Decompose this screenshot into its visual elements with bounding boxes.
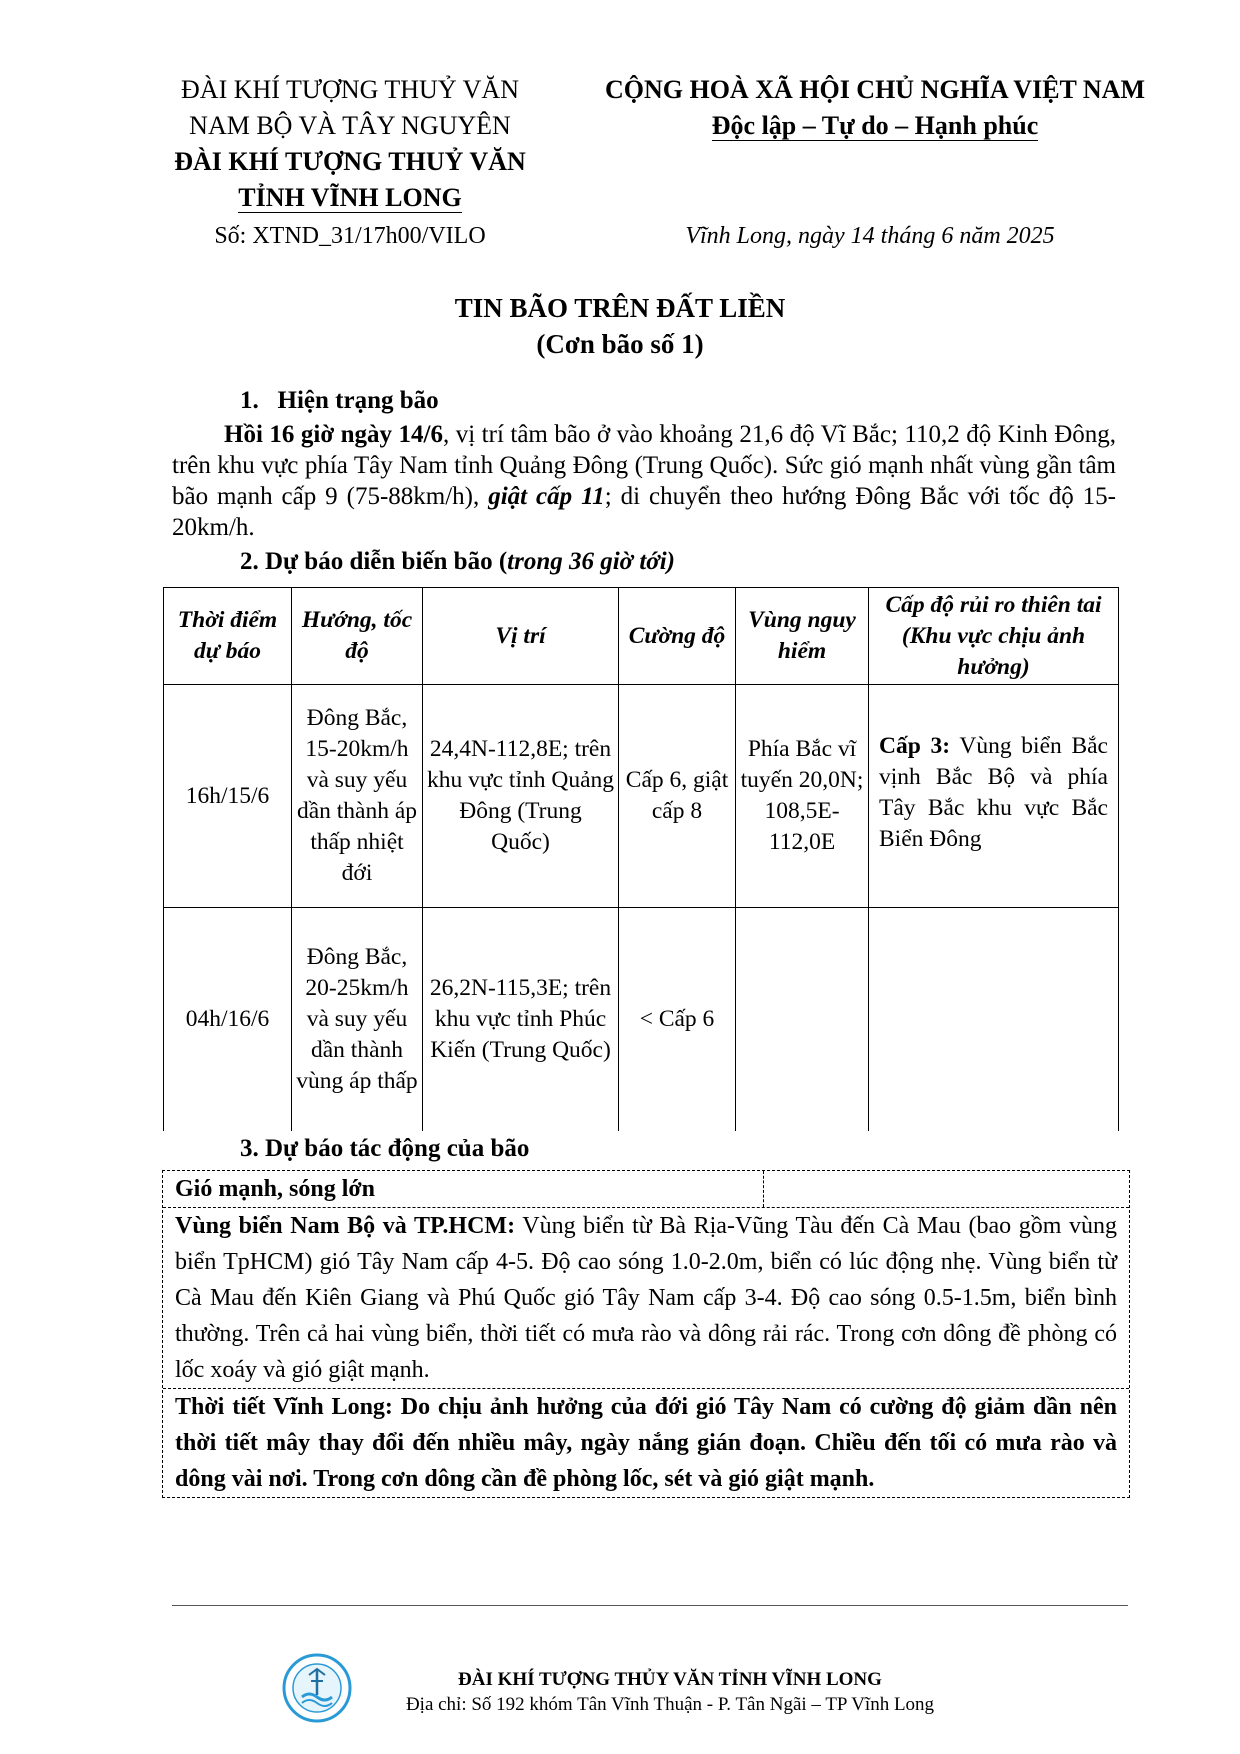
forecast-table (163, 587, 1119, 1131)
column-header: Thời điểm dự báo (164, 588, 292, 685)
table-header-row (164, 588, 1119, 685)
agency-logo (282, 1653, 352, 1723)
column-header: Hướng, tốc độ (292, 588, 423, 685)
forecast-intensity: < Cấp 6 (619, 908, 736, 1131)
issue-date: Vĩnh Long, ngày 14 tháng 6 năm 2025 (685, 223, 1055, 249)
footer-org-name: ĐÀI KHÍ TƯỢNG THỦY VĂN TỈNH VĨNH LONG (458, 1669, 882, 1690)
agency-parent-line1: ĐÀI KHÍ TƯỢNG THUỶ VĂN (181, 75, 519, 104)
document-number: Số: XTND_31/17h00/VILO (214, 223, 486, 249)
impact-sea-forecast: Vùng biển Nam Bộ và TP.HCM: Vùng biển từ Bà Rịa-Vũng Tàu đến Cà Mau (bao gồm vùng biển TpHCM) gió Tây Nam cấp 4-5. Độ cao sóng 1.0-2.0m, biển có lúc động nhẹ. Vùng biển từ Cà Mau đến Kiên Giang và Phú Quốc gió Tây Nam cấp 3-4. Độ cao sóng 0.5-1.5m, biển bình thường. Trên cả hai vùng biển, thời tiết có mưa rào và dông rải rác. Trong cơn dông đề phòng có lốc xoáy và gió giật mạnh. (163, 1208, 1129, 1389)
column-header: Vùng nguy hiểm (736, 588, 869, 685)
impact-wind-heading: Gió mạnh, sóng lớn (163, 1171, 1129, 1208)
forecast-danger-zone (736, 908, 869, 1131)
forecast-danger-zone: Phía Bắc vĩ tuyến 20,0N; 108,5E-112,0E (736, 685, 869, 908)
document-subtitle: (Cơn bão số 1) (536, 329, 704, 359)
agency-parent-line2: NAM BỘ VÀ TÂY NGUYÊN (189, 111, 511, 140)
forecast-position: 24,4N-112,8E; trên khu vực tỉnh Quảng Đông (Trung Quốc) (423, 685, 619, 908)
storm-status-paragraph: Hồi 16 giờ ngày 14/6, vị trí tâm bão ở vào khoảng 21,6 độ Vĩ Bắc; 110,2 độ Kinh Đông, trên khu vực phía Tây Nam tỉnh Quảng Đông (Trung Quốc). Sức gió mạnh nhất vùng gần tâm bão mạnh cấp 9 (75-88km/h), giật cấp 11; di chuyển theo hướng Đông Bắc với tốc độ 15-20km/h. (172, 421, 1116, 541)
agency-block (150, 72, 550, 254)
motto: Độc lập – Tự do – Hạnh phúc (711, 111, 1039, 140)
forecast-position: 26,2N-115,3E; trên khu vực tỉnh Phúc Kiến (Trung Quốc) (423, 908, 619, 1131)
agency-logo-icon (282, 1653, 352, 1723)
forecast-risk-level (869, 908, 1119, 1131)
country-name: CỘNG HOÀ XÃ HỘI CHỦ NGHĨA VIỆT NAM (604, 75, 1146, 104)
agency-name-line2: TỈNH VĨNH LONG (238, 183, 462, 212)
section3-heading: 3. Dự báo tác động của bão (240, 1135, 530, 1162)
table-row (164, 685, 1119, 908)
document-title: TIN BÃO TRÊN ĐẤT LIỀN (454, 293, 786, 323)
section1-heading: 1. Hiện trạng bão (240, 387, 439, 414)
forecast-time: 16h/15/6 (164, 685, 292, 908)
forecast-direction: Đông Bắc, 15-20km/h và suy yếu dần thành áp thấp nhiệt đới (292, 685, 423, 908)
column-header: Cấp độ rủi ro thiên tai (Khu vực chịu ảnh hưởng) (869, 588, 1119, 685)
column-header: Vị trí (423, 588, 619, 685)
forecast-intensity: Cấp 6, giật cấp 8 (619, 685, 736, 908)
forecast-direction: Đông Bắc, 20-25km/h và suy yếu dần thành vùng áp thấp (292, 908, 423, 1131)
impact-table (162, 1170, 1130, 1498)
forecast-risk-level: Cấp 3: Vùng biển Bắc vịnh Bắc Bộ và phía Tây Bắc khu vực Bắc Biển Đông (869, 685, 1119, 908)
agency-name-line1: ĐÀI KHÍ TƯỢNG THUỶ VĂN (174, 147, 526, 176)
forecast-time: 04h/16/6 (164, 908, 292, 1131)
impact-local-weather: Thời tiết Vĩnh Long: Do chịu ảnh hưởng của đới gió Tây Nam có cường độ giảm dần nên thời tiết mây thay đổi đến nhiều mây, ngày nắng gián đoạn. Chiều đến tối có mưa rào và dông vài nơi. Trong cơn dông cần đề phòng lốc, sét và gió giật mạnh. (175, 1394, 1117, 1492)
cell-divider (763, 1171, 764, 1207)
column-header: Cường độ (619, 588, 736, 685)
footer-address: Địa chỉ: Số 192 khóm Tân Vĩnh Thuận - P. Tân Ngãi – TP Vĩnh Long (405, 1694, 935, 1715)
footer-divider (172, 1605, 1128, 1606)
section2-heading: 2. Dự báo diễn biến bão (trong 36 giờ tới) (240, 548, 675, 575)
table-row (164, 908, 1119, 1131)
national-motto-block (575, 72, 1175, 144)
